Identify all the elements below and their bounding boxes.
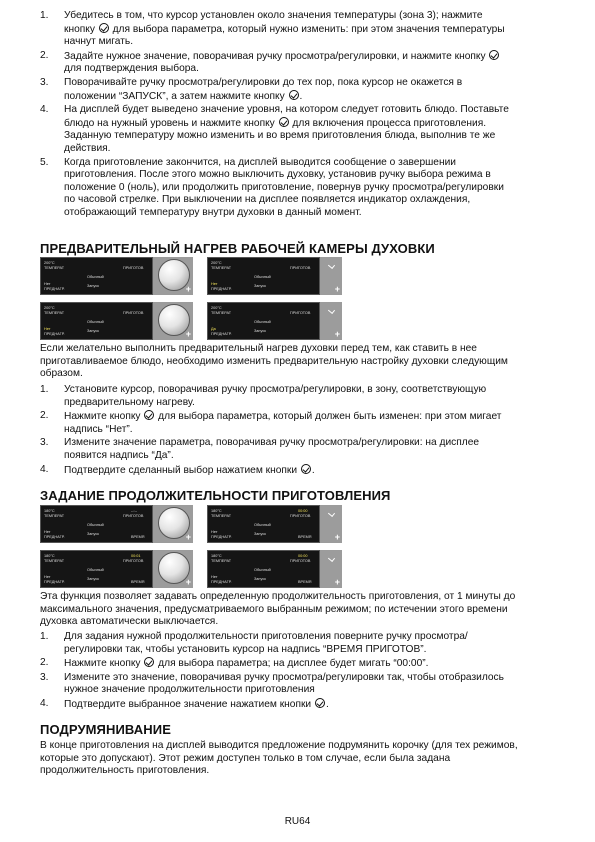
oven-display [40,302,153,340]
oven-display [207,302,320,340]
item-number: 2. [40,49,49,61]
item-number: 2. [40,657,49,669]
ok-button-icon [489,50,499,60]
display-temp-label: ТЕМПЕРАТ [44,559,65,563]
display-cook-label: ПРИГОТОВ [290,514,311,518]
display-time-label: ВРЕМЯ [298,580,312,584]
browning-body: В конце приготовления на дисплей выводится предложение подрумянить корочку (для тех режимов, которые это допускают). Этот режим доступен только в том случае, если была задана продолжительность приготовления. [40,740,518,777]
display-start: Запуск [87,577,99,581]
list-item: 1. Убедитесь в том, что курсор установлен около значения температуры (зона 3); нажмите кнопку для выбора параметра, который нужно изменить: при этом значения температуры начнут мигать. [40,10,505,48]
display-time-label: ВРЕМЯ [131,535,145,539]
plus-icon: + [334,532,340,542]
item-number: 2. [40,410,49,422]
display-temp: 200°C [44,261,55,265]
display-temp-label: ТЕМПЕРАТ [211,514,232,518]
display-temp: 180°C [44,554,55,558]
check-icon [328,555,335,562]
display-mode: Обычный [87,320,104,324]
display-temp: 180°C [211,509,222,513]
list-item: 4. Подтвердите выбранное значение нажатием кнопки . [40,697,329,710]
display-start: Запуск [254,329,266,333]
display-preheat-label: ПРЕДНАГР. [211,535,232,539]
display-cook-label: ПРИГОТОВ [123,311,144,315]
ok-button-icon [315,698,325,708]
display-start: Запуск [254,532,266,536]
display-cook-label: ПРИГОТОВ [123,514,144,518]
display-time: 00:01 [131,554,141,558]
oven-display [207,505,320,543]
oven-display [40,257,153,295]
knob-area [153,550,193,588]
oven-panel [40,257,200,295]
confirm-area [320,302,342,340]
list-item: 3. Измените значение параметра, поворачивая ручку просмотра/регулировки: на дисплее появится надпись “Да”. [40,437,480,461]
list-item: 2. Нажмите кнопку для выбора параметра, который должен быть изменен: при этом мигает надпись “Нет”. [40,410,502,435]
item-number: 3. [40,671,49,683]
knob-area [153,505,193,543]
display-start: Запуск [87,284,99,288]
display-temp-label: ТЕМПЕРАТ [211,559,232,563]
display-preheat-label: ПРЕДНАГР. [211,332,232,336]
oven-panel [207,505,340,543]
oven-display [207,550,320,588]
knob-area [153,257,193,295]
display-time: --:-- [131,509,138,513]
oven-panel [40,550,200,588]
item-number: 1. [40,10,49,21]
oven-display [40,550,153,588]
display-preheat-label: ПРЕДНАГР. [44,332,65,336]
display-temp-label: ТЕМПЕРАТ [44,311,65,315]
list-item: 1. Установите курсор, поворачивая ручку просмотра/регулировки, в зону, соответствующую предварительному нагреву. [40,384,487,408]
plus-icon: + [334,329,340,339]
ok-button-icon [289,90,299,100]
list-item: 5. Когда приготовление закончится, на дисплей выводится сообщение о завершении приготовления. После этого можно выключить духовку, установив ручку выбора режима в положение 0 (ноль), или продолжить приготовление, повернув ручку просмотра/регулировки по часовой стрелке. При выключении на дисплее появляется индикатор охлаждения, отображающий температуру внутри духовки в данный момент. [40,156,504,218]
display-temp-label: ТЕМПЕРАТ [211,311,232,315]
display-preheat: Нет [44,530,51,534]
check-icon [328,307,335,314]
display-preheat: Нет [44,282,51,286]
display-mode: Обычный [254,320,271,324]
display-time: 00:00 [298,509,308,513]
display-mode: Обычный [254,275,271,279]
display-preheat-label: ПРЕДНАГР. [211,580,232,584]
list-item: 2. Задайте нужное значение, поворачивая ручку просмотра/регулировки, и нажмите кнопку для подтверждения выбора. [40,50,560,76]
display-mode: Обычный [87,523,104,527]
item-number: 3. [40,76,49,88]
preheat-steps-list [40,384,560,478]
item-number: 3. [40,437,49,449]
duration-intro: Эта функция позволяет задавать определенную продолжительность приготовления, от 1 минуты до максимального значения, предусматриваемого выбранным режимом; по истечении этого времени духовка автоматически выключается. [40,591,516,628]
list-item: 3. Измените это значение, поворачивая ручку просмотра/регулировки так, чтобы отобразилось нужное значение продолжительности приготовления [40,671,504,696]
list-item: 2. Нажмите кнопку для выбора параметра; на дисплее будет мигать “00:00”. [40,657,429,670]
display-temp: 200°C [211,306,222,310]
confirm-area [320,257,342,295]
oven-panel [40,505,200,543]
oven-panel [207,550,340,588]
plus-icon: + [185,577,191,587]
display-preheat-label: ПРЕДНАГР. [44,580,65,584]
display-start: Запуск [254,284,266,288]
check-icon [328,510,335,517]
display-temp-label: ТЕМПЕРАТ [211,266,232,270]
display-preheat-label: ПРЕДНАГР. [44,535,65,539]
item-number: 1. [40,384,49,395]
display-time: 00:00 [298,554,308,558]
ok-button-icon [144,410,154,420]
display-start: Запуск [87,329,99,333]
item-number: 5. [40,156,49,168]
display-start: Запуск [254,577,266,581]
confirm-area [320,505,342,543]
duration-heading: ЗАДАНИЕ ПРОДОЛЖИТЕЛЬНОСТИ ПРИГОТОВЛЕНИЯ [40,488,391,503]
display-cook-label: ПРИГОТОВ [290,266,311,270]
display-mode: Обычный [254,568,271,572]
plus-icon: + [334,577,340,587]
display-preheat: Нет [44,575,51,579]
display-cook-label: ПРИГОТОВ [290,311,311,315]
oven-display [207,257,320,295]
display-cook-label: ПРИГОТОВ [123,266,144,270]
item-number: 4. [40,104,49,116]
display-start: Запуск [87,532,99,536]
display-time-label: ВРЕМЯ [131,580,145,584]
oven-panel [207,302,340,340]
display-mode: Обычный [87,568,104,572]
preheat-intro: Если желательно выполнить предварительный нагрев духовки перед тем, как ставить в нее приготавливаемое блюдо, необходимо изменить предварительную настройку духовки следующим образом. [40,343,508,380]
ok-button-icon [279,117,289,127]
list-item: 1. Для задания нужной продолжительности приготовления поверните ручку просмотра/ регулировки так, чтобы установить курсор на надпись “ВРЕМЯ ПРИГОТОВ”. [40,631,468,655]
check-icon [328,262,335,269]
display-mode: Обычный [254,523,271,527]
display-temp: 200°C [44,306,55,310]
display-mode: Обычный [87,275,104,279]
display-preheat-label: ПРЕДНАГР. [44,287,65,291]
list-item: 4. Подтвердите сделанный выбор нажатием кнопки . [40,463,315,476]
item-number: 4. [40,697,49,709]
display-temp-label: ТЕМПЕРАТ [44,266,65,270]
display-preheat: Нет [211,282,218,286]
display-time-label: ВРЕМЯ [298,535,312,539]
confirm-area [320,550,342,588]
ok-button-icon [144,657,154,667]
plus-icon: + [185,284,191,294]
display-temp: 180°C [44,509,55,513]
display-preheat: Нет [44,327,51,331]
list-item: 4. На дисплей будет выведено значение уровня, на котором следует готовить блюдо. Поставьте блюдо на нужный уровень и нажмите кнопку для включения процесса приготовления. Заданную температуру можно изменить и во время приготовления блюда, выполнив те же действия. [40,104,509,154]
display-preheat: Да [211,327,216,331]
oven-display [40,505,153,543]
ok-button-icon [301,464,311,474]
display-preheat-label: ПРЕДНАГР. [211,287,232,291]
display-temp-label: ТЕМПЕРАТ [44,514,65,518]
cooking-steps-list [40,10,560,221]
display-preheat: Нет [211,575,218,579]
preheat-heading: ПРЕДВАРИТЕЛЬНЫЙ НАГРЕВ РАБОЧЕЙ КАМЕРЫ ДУХОВКИ [40,241,435,256]
knob-area [153,302,193,340]
oven-panel [207,257,340,295]
display-preheat: Нет [211,530,218,534]
plus-icon: + [334,284,340,294]
duration-steps-list [40,631,560,713]
display-cook-label: ПРИГОТОВ [290,559,311,563]
list-item: 3. Поворачивайте ручку просмотра/регулировки до тех пор, пока курсор не окажется в положении “ЗАПУСК”, а затем нажмите кнопку . [40,76,463,102]
ok-button-icon [99,23,109,33]
browning-heading: ПОДРУМЯНИВАНИЕ [40,722,171,737]
plus-icon: + [185,532,191,542]
display-cook-label: ПРИГОТОВ [123,559,144,563]
item-number: 1. [40,631,49,642]
page-number: RU64 [284,816,311,827]
oven-panel [40,302,200,340]
item-number: 4. [40,463,49,475]
display-temp: 180°C [211,554,222,558]
display-temp: 200°C [211,261,222,265]
plus-icon: + [185,329,191,339]
